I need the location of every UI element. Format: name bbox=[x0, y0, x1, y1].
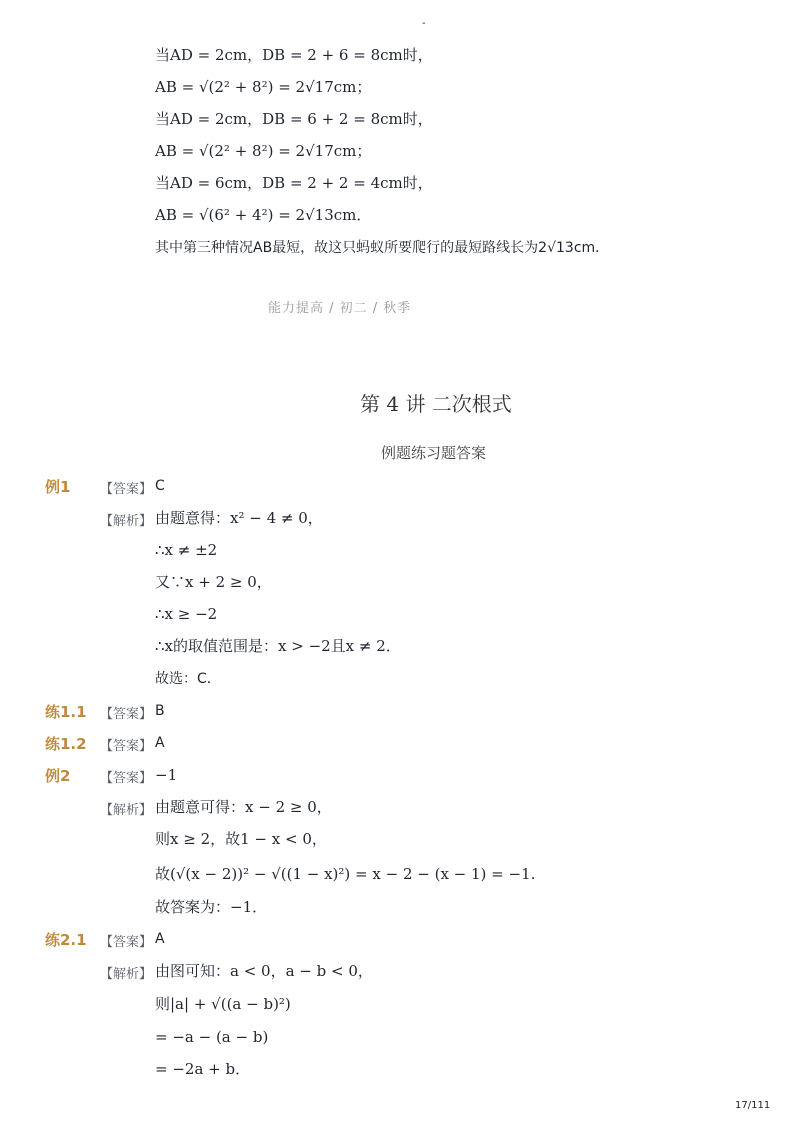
answer-value: B bbox=[155, 703, 165, 719]
analysis-line: = −a − (a − b) bbox=[155, 1028, 269, 1046]
item-tag: 例1 bbox=[45, 478, 71, 496]
solution-line: AB = √(2² + 8²) = 2√17cm； bbox=[155, 78, 372, 96]
analysis-line: ∴x ≠ ±2 bbox=[155, 541, 218, 559]
analysis-line: 故答案为：−1． bbox=[155, 898, 268, 916]
item-tag: 练1.1 bbox=[45, 703, 87, 721]
analysis-line: ∴x的取值范围是：x > −2且x ≠ 2． bbox=[155, 637, 401, 655]
analysis-line: 又∵x + 2 ≥ 0， bbox=[155, 573, 272, 591]
solution-line: AB = √(6² + 4²) = 2√13cm． bbox=[155, 206, 372, 224]
answer-label: 【答案】 bbox=[100, 707, 153, 722]
page-footer: 能力提高 / 初二 / 秋季 bbox=[268, 301, 412, 316]
answer-label: 【答案】 bbox=[100, 739, 153, 754]
analysis-line: 则|a| + √((a − b)²) bbox=[155, 995, 291, 1013]
answer-value: A bbox=[155, 931, 165, 947]
analysis-line: 故选：C． bbox=[155, 671, 221, 687]
top-mark: - bbox=[422, 18, 426, 29]
analysis-line: 由题意可得：x − 2 ≥ 0， bbox=[155, 798, 332, 816]
section-title: 例题练习题答案 bbox=[381, 444, 487, 462]
lecture-title: 第 4 讲 二次根式 bbox=[360, 392, 512, 416]
answer-value: −1 bbox=[155, 766, 178, 784]
solution-conclusion: 其中第三种情况AB最短，故这只蚂蚁所要爬行的最短路线长为2√13cm． bbox=[155, 240, 610, 256]
answer-value: A bbox=[155, 735, 165, 751]
analysis-line: 则x ≥ 2，故1 − x < 0， bbox=[155, 830, 327, 848]
analysis-line: ∴x ≥ −2 bbox=[155, 605, 218, 623]
analysis-label: 【解析】 bbox=[100, 514, 153, 529]
solution-line: 当AD = 6cm，DB = 2 + 2 = 4cm时， bbox=[155, 174, 433, 192]
item-tag: 例2 bbox=[45, 767, 71, 785]
item-tag: 练1.2 bbox=[45, 735, 87, 753]
analysis-line: 由图可知：a < 0，a − b < 0， bbox=[155, 962, 373, 980]
solution-line: 当AD = 2cm，DB = 2 + 6 = 8cm时， bbox=[155, 46, 433, 64]
analysis-line: = −2a + b． bbox=[155, 1060, 251, 1078]
answer-value: C bbox=[155, 478, 165, 494]
answer-label: 【答案】 bbox=[100, 935, 153, 950]
analysis-line: 由题意得：x² − 4 ≠ 0， bbox=[155, 509, 323, 527]
analysis-line: 故(√(x − 2))² − √((1 − x)²) = x − 2 − (x − 1) = −1. bbox=[155, 865, 536, 883]
solution-line: 当AD = 2cm，DB = 6 + 2 = 8cm时， bbox=[155, 110, 433, 128]
solution-line: AB = √(2² + 8²) = 2√17cm； bbox=[155, 142, 372, 160]
analysis-label: 【解析】 bbox=[100, 967, 153, 982]
page-number: 17/111 bbox=[735, 1100, 771, 1111]
answer-label: 【答案】 bbox=[100, 482, 153, 497]
analysis-label: 【解析】 bbox=[100, 803, 153, 818]
answer-label: 【答案】 bbox=[100, 771, 153, 786]
item-tag: 练2.1 bbox=[45, 931, 87, 949]
